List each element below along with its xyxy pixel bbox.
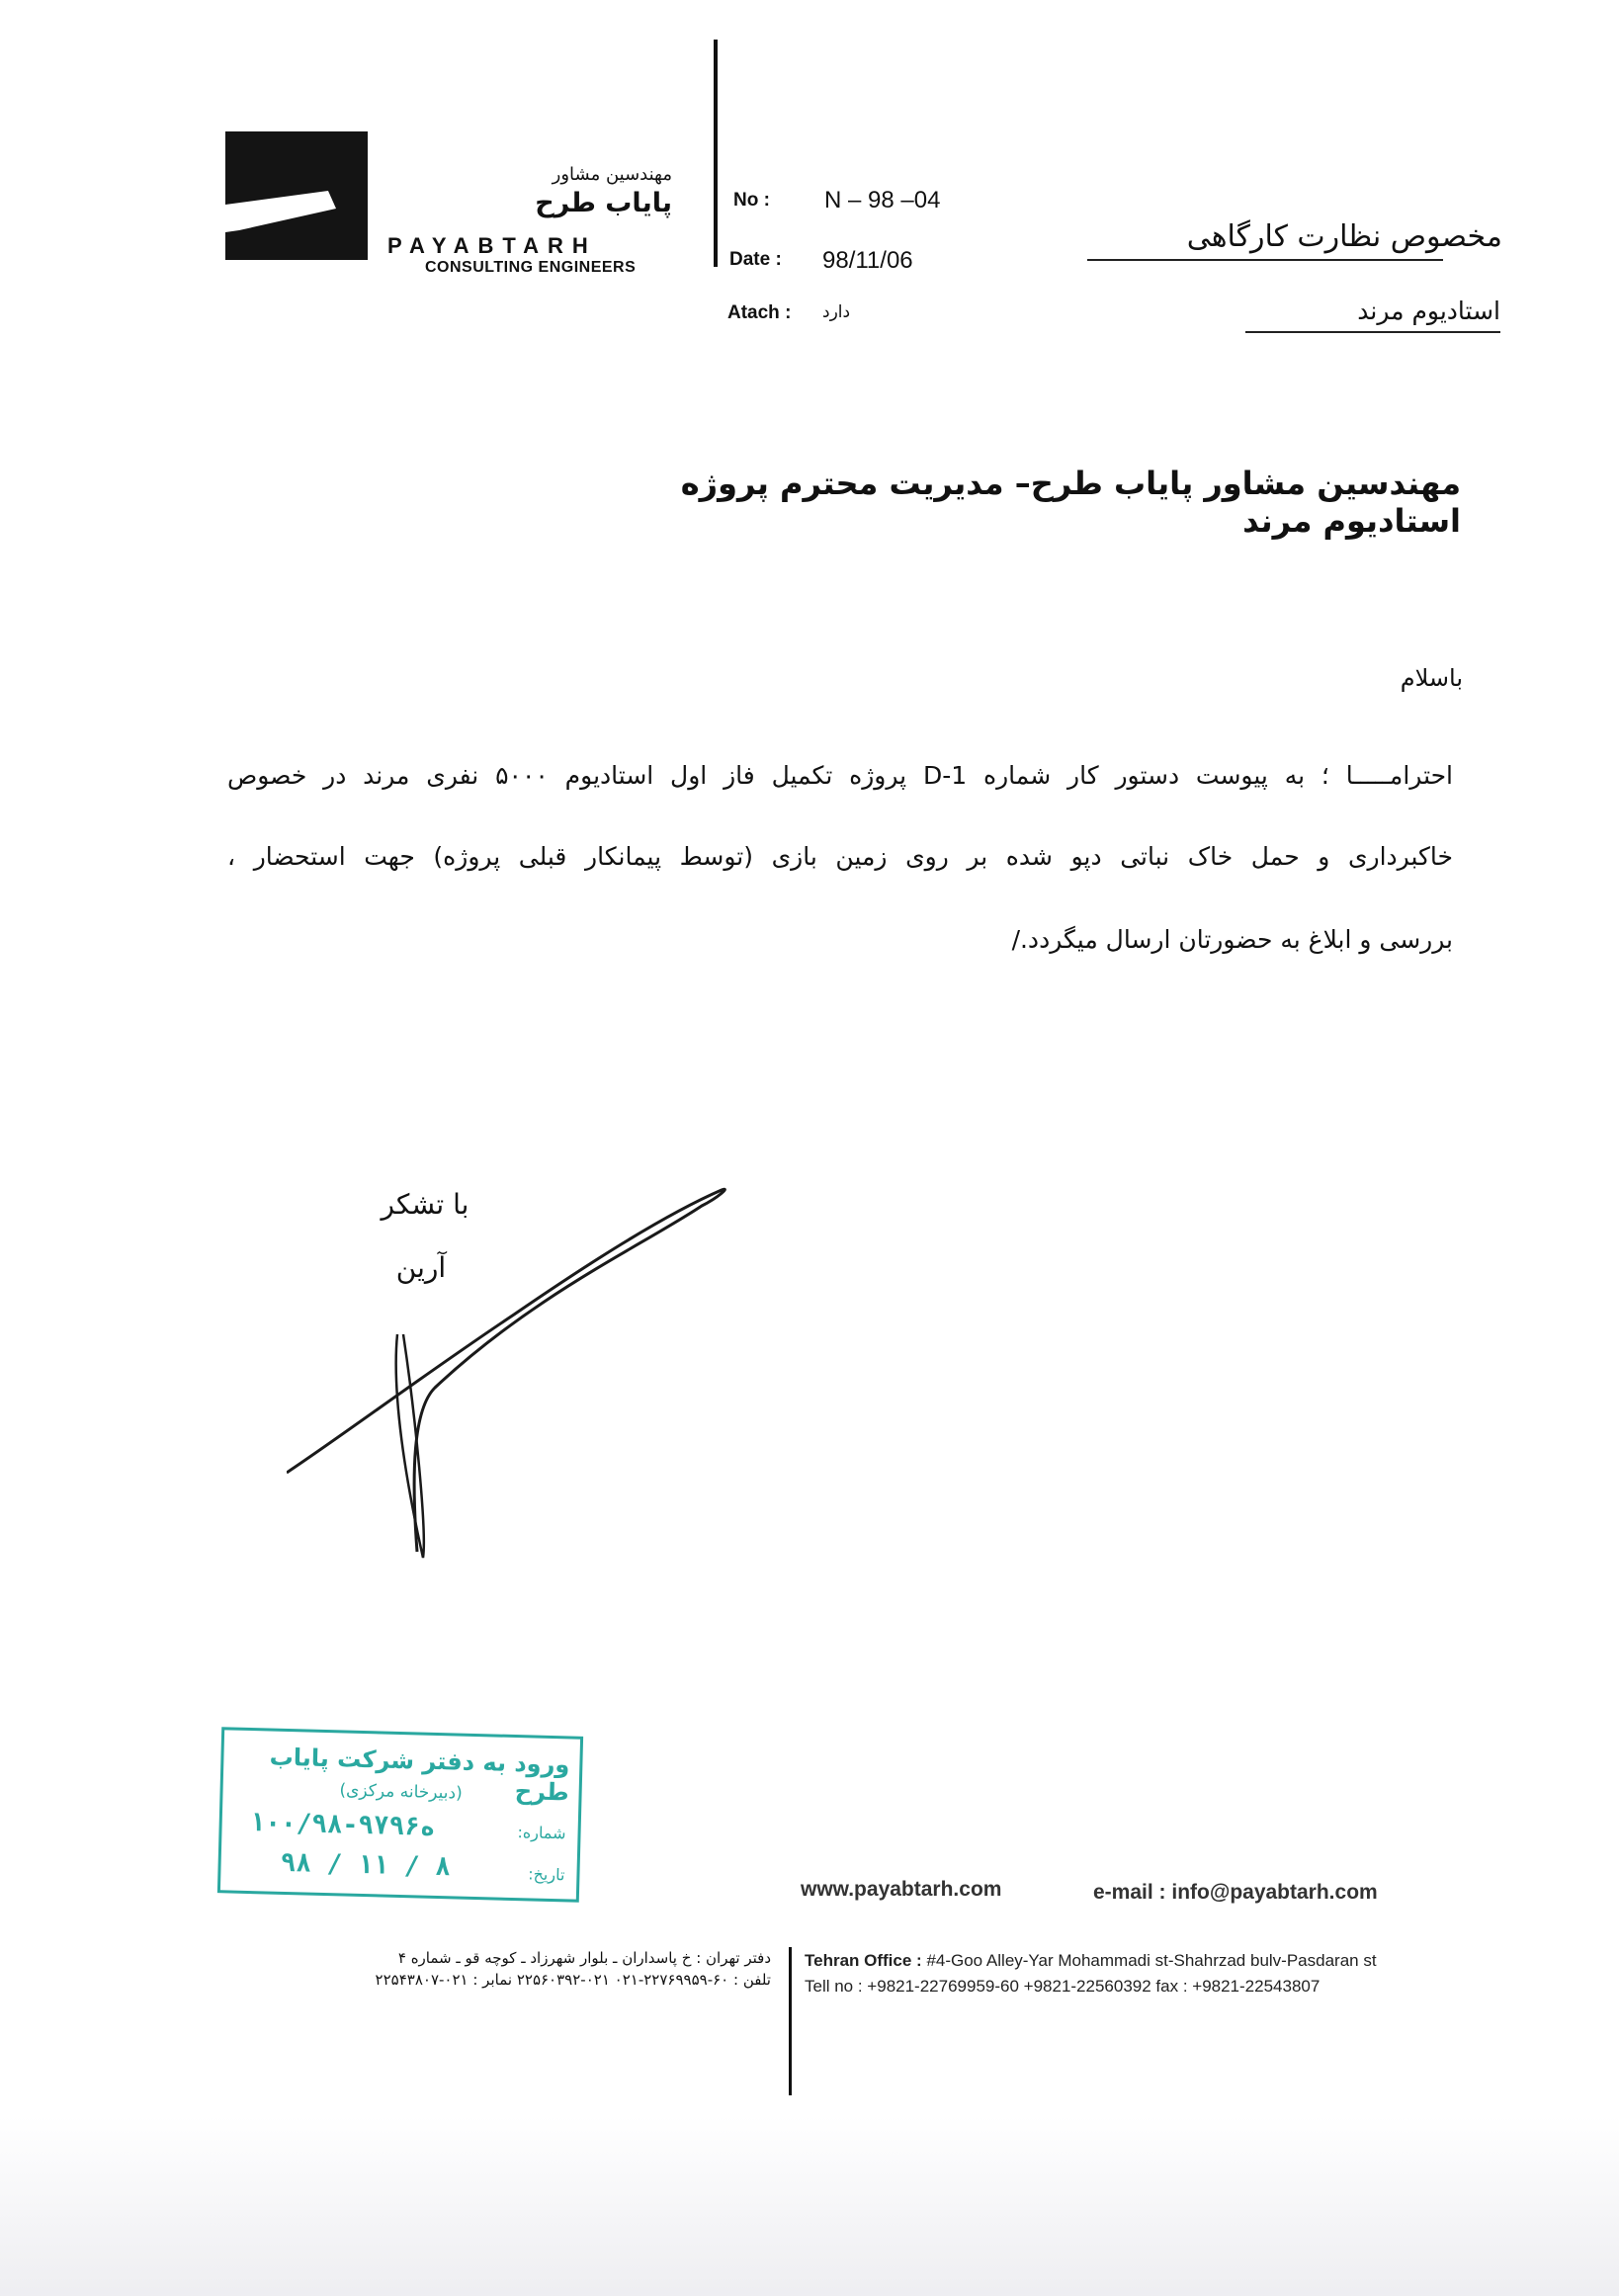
no-label: No : [733,190,770,211]
closing-name: آرین [395,1251,447,1284]
stamp-date-value: ۹۸ / ۱۱ / ۸ [280,1847,452,1883]
header-divider [714,40,718,267]
stamp-subtitle: (دبیرخانه مرکزی) [339,1780,463,1804]
attach-label: Atach : [727,302,792,323]
greeting: باسلام [1400,664,1463,692]
footer-fa-phones: تلفن : ۶۰-۲۲۷۶۹۹۵۹-۰۲۱ ۰۲۱-۲۲۵۶۰۳۹۲ نمابر : ۰۲۱-۲۲۵۴۳۸۰۷ [375,1971,771,1989]
footer-en-phones: Tell no : +9821-22769959-60 +9821-22560392 fax : +9821-22543807 [805,1977,1321,1996]
email-link[interactable]: e-mail : info@payabtarh.com [1093,1881,1378,1904]
logo-mark-icon [225,131,368,260]
scan-edge-shading [0,2115,1619,2296]
letterhead-fa-subtitle: مهندسین مشاور [552,164,672,185]
letterhead-fa-name: پایاب طرح [535,188,672,218]
body-line-3: بررسی و ابلاغ به حضورتان ارسال میگردد./ [1011,925,1453,954]
footer-divider [789,1947,792,2095]
stamp-number-value: ۱۰۰/۹۸-۹۷ه۹۶ [249,1808,436,1842]
footer-fa-address: دفتر تهران : خ پاسداران ـ بلوار شهرزاد ـ کوچه قو ـ شماره ۴ [397,1949,771,1967]
letter-subject: مهندسین مشاور پایاب طرح– مدیریت محترم پروژه استادیوم مرند [680,465,1461,540]
attach-value: دارد [822,302,851,322]
footer-en-address [805,1951,1377,1971]
no-value: N – 98 –04 [824,187,941,213]
body-line-1: احترامـــــا ؛ به پیوست دستور کار شماره D-1 پروژه تکمیل فاز اول استادیوم ۵۰۰۰ نفری مرند در خصوص [227,761,1454,790]
company-logo [225,131,368,260]
letterhead-en-name: PAYABTARH [387,233,597,258]
registration-stamp [217,1727,583,1903]
website-link[interactable]: www.payabtarh.com [801,1878,1002,1901]
recipient-underline [1087,259,1443,261]
body-line-2: خاکبرداری و حمل خاک نباتی دپو شده بر روی زمین بازی (توسط پیمانکار قبلی پروژه) جهت استحضار ، [227,842,1453,871]
date-value: 98/11/06 [822,247,913,274]
signature [287,1176,741,1581]
footer-office-label: Tehran Office : [805,1951,922,1970]
letterhead-en-subtitle: CONSULTING ENGINEERS [425,259,637,276]
stamp-date-label: تاریخ: [527,1864,565,1885]
recipient-line2: استادیوم مرند [1245,297,1500,333]
closing-thanks: با تشکر [381,1188,469,1221]
footer-office-address: #4-Goo Alley-Yar Mohammadi st-Shahrzad bulv-Pasdaran st [926,1951,1377,1970]
recipient-line1: مخصوص نظارت کارگاهی [1186,219,1502,254]
date-label: Date : [729,249,782,270]
stamp-number-label: شماره: [517,1823,566,1843]
stamp-title: ورود به دفتر شرکت پایاب طرح [269,1743,570,1807]
